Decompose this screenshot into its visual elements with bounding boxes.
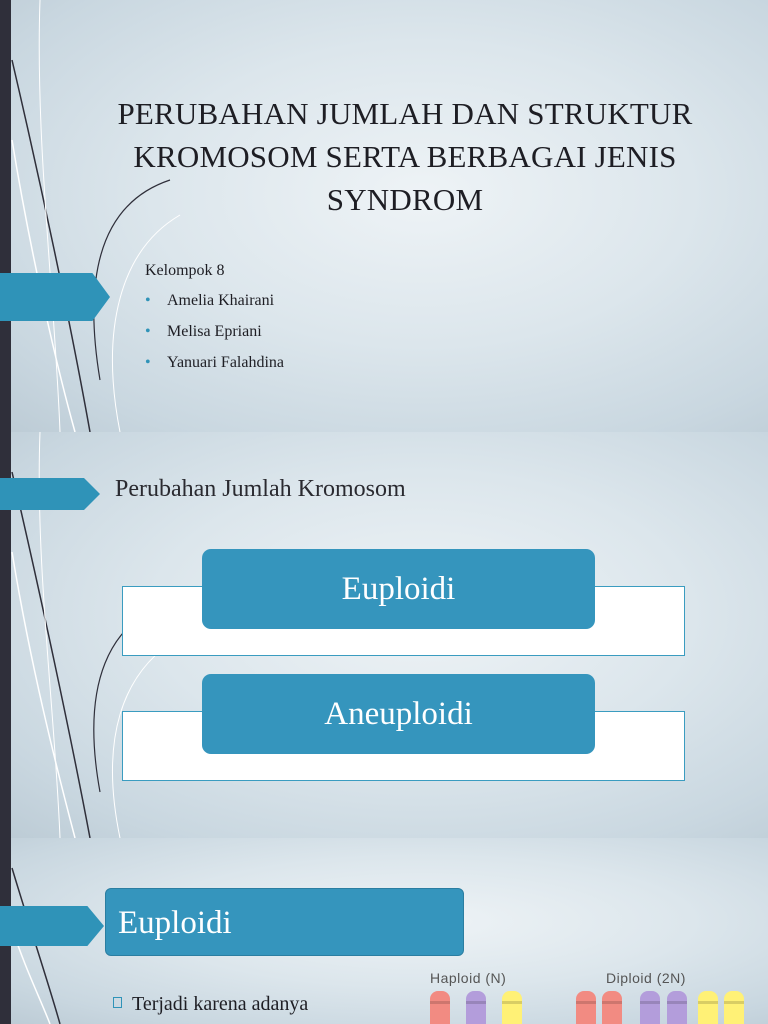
slide-3[interactable] (0, 838, 768, 1024)
member-item (145, 292, 284, 323)
arrow-tab (0, 273, 110, 321)
slide-2[interactable] (0, 432, 768, 838)
member-name: Melisa Epriani (167, 323, 262, 340)
chromosome (602, 991, 622, 1024)
arrow-tab (0, 906, 104, 946)
chromosome (576, 991, 596, 1024)
chromosome (430, 991, 450, 1024)
diploid-label: Diploid (2N) (606, 970, 686, 986)
member-list (145, 292, 284, 385)
square-bullet-icon (113, 997, 122, 1008)
bullet-dot-icon: • (145, 323, 151, 340)
group-label: Kelompok 8 (145, 262, 225, 279)
chromosome (667, 991, 687, 1024)
bullet-dot-icon: • (145, 292, 151, 309)
euploidi-box: Euploidi (202, 549, 595, 629)
member-name: Amelia Khairani (167, 292, 275, 309)
bullet-item (113, 993, 308, 1016)
chromosome (502, 991, 522, 1024)
chromosome (466, 991, 486, 1024)
aneuploidi-box: Aneuploidi (202, 674, 595, 754)
bullet-text: Terjadi karena adanya (132, 993, 309, 1015)
title-line-1: PERUBAHAN JUMLAH DAN STRUKTUR (117, 96, 693, 131)
slide-title: Euploidi (105, 888, 464, 956)
member-name: Yanuari Falahdina (167, 354, 285, 371)
chromosome (698, 991, 718, 1024)
slide-1[interactable] (0, 0, 768, 432)
haploid-label: Haploid (N) (430, 970, 507, 986)
slide-title (80, 92, 730, 221)
title-line-3: SYNDROM (326, 182, 484, 217)
arrow-tab (0, 478, 100, 510)
member-item (145, 323, 284, 354)
chromosome (724, 991, 744, 1024)
bullet-dot-icon: • (145, 354, 151, 371)
title-line-2: KROMOSOM SERTA BERBAGAI JENIS (133, 139, 677, 174)
chromosome (640, 991, 660, 1024)
member-item (145, 354, 284, 385)
slide-title: Perubahan Jumlah Kromosom (115, 476, 406, 502)
